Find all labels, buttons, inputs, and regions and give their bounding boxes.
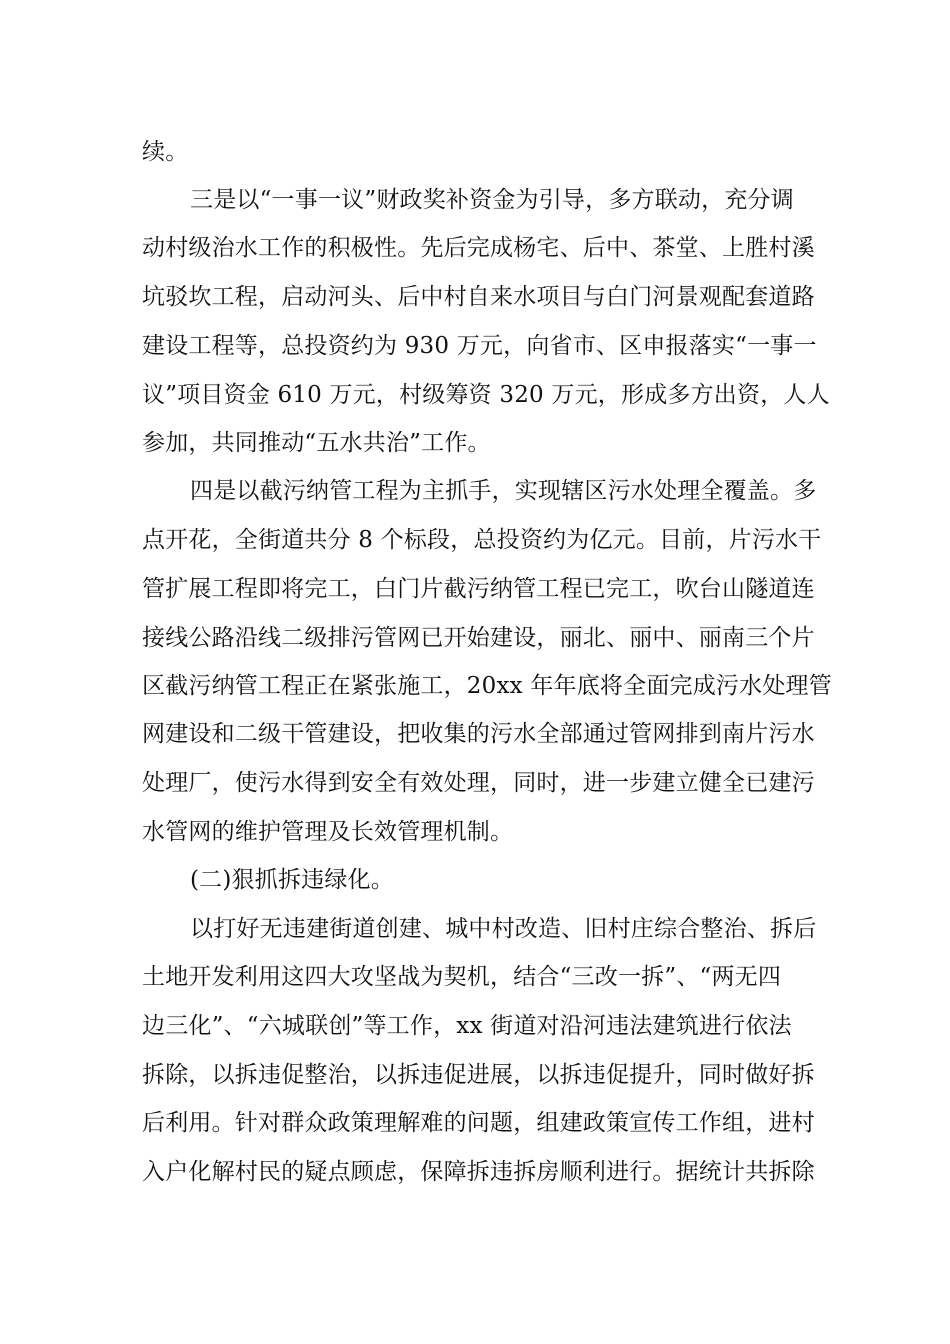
- text-line: 边三化”、“六城联创”等工作，xx 街道对沿河违法建筑进行依法: [142, 1013, 792, 1039]
- text-line: 点开花，全街道共分 8 个标段，总投资约为亿元。目前，片污水干: [142, 527, 822, 553]
- text-line: 入户化解村民的疑点顾虑，保障拆违拆房顺利进行。据统计共拆除: [142, 1159, 815, 1185]
- text-line: 动村级治水工作的积极性。先后完成杨宅、后中、茶堂、上胜村溪: [142, 235, 815, 261]
- section-heading: (二)狠抓拆违绿化。: [190, 867, 394, 893]
- text-line: 土地开发利用这四大攻坚战为契机，结合“三改一拆”、“两无四: [142, 964, 782, 990]
- text-line: 水管网的维护管理及长效管理机制。: [142, 819, 514, 845]
- text-line: 以打好无违建街道创建、城中村改造、旧村庄综合整治、拆后: [190, 916, 817, 942]
- text-line: 处理厂，使污水得到安全有效处理，同时，进一步建立健全已建污: [142, 770, 815, 796]
- text-line: 续。: [142, 139, 189, 165]
- text-line: 网建设和二级干管建设，把收集的污水全部通过管网排到南片污水: [142, 721, 815, 747]
- text-line: 议”项目资金 610 万元，村级筹资 320 万元，形成多方出资，人人: [142, 382, 830, 408]
- text-line: 拆除，以拆违促整治，以拆违促进展，以拆违促提升，同时做好拆: [142, 1062, 815, 1088]
- text-line: 管扩展工程即将完工，白门片截污纳管工程已完工，吹台山隧道连: [142, 576, 815, 602]
- text-line: 参加，共同推动“五水共治”工作。: [142, 430, 491, 456]
- text-line: 四是以截污纳管工程为主抓手，实现辖区污水处理全覆盖。多: [190, 478, 817, 504]
- text-line: 三是以“一事一议”财政奖补资金为引导，多方联动，充分调: [190, 187, 794, 213]
- text-line: 接线公路沿线二级排污管网已开始建设，丽北、丽中、丽南三个片: [142, 625, 815, 651]
- text-line: 坑驳坎工程，启动河头、后中村自来水项目与白门河景观配套道路: [142, 284, 815, 310]
- text-line: 建设工程等，总投资约为 930 万元，向省市、区申报落实“一事一: [142, 333, 817, 359]
- text-line: 区截污纳管工程正在紧张施工，20xx 年年底将全面完成污水处理管: [142, 673, 832, 699]
- text-line: 后利用。针对群众政策理解难的问题，组建政策宣传工作组，进村: [142, 1110, 815, 1136]
